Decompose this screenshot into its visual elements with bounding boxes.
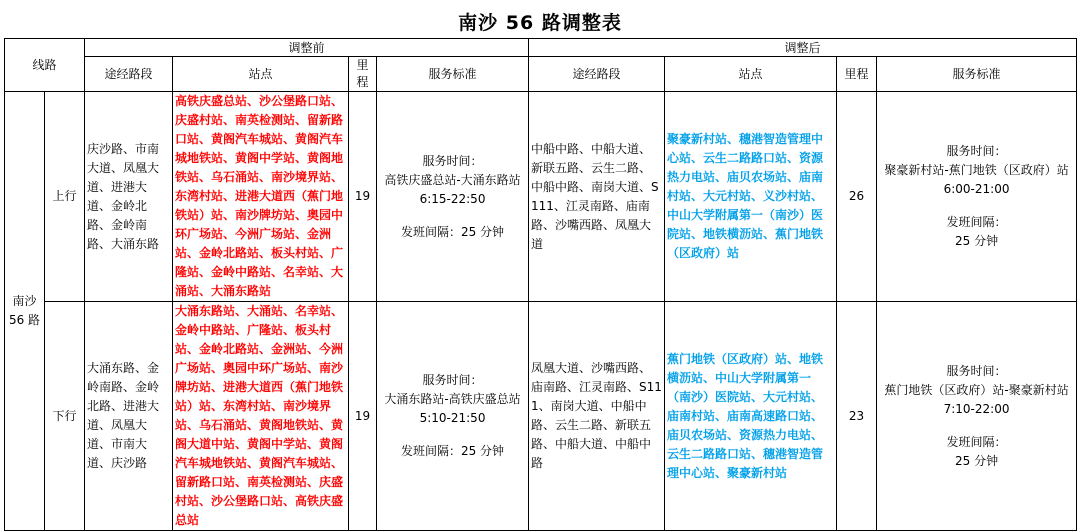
up-after-service — [877, 92, 1077, 302]
header-after-via: 途经路段 — [529, 57, 665, 92]
up-before-distance: 19 — [349, 92, 377, 302]
up-after-interval-label: 发班间隔： — [946, 215, 1007, 229]
spacer — [879, 199, 1074, 213]
up-before-service — [377, 92, 529, 302]
up-after-distance: 26 — [837, 92, 877, 302]
up-before-service-time-route: 高铁庆盛总站-大涌东路站 — [384, 172, 521, 187]
up-after-stops: 聚豪新村站、穗港智造管理中心站、云生二路路口站、资源热力电站、庙贝农场站、庙南村站、大元村站、义沙村站、中山大学附属第一（南沙）医院站、地铁横沥站、蕉门地铁（区政府）站 — [665, 92, 837, 302]
header-before-stops: 站点 — [173, 57, 349, 92]
row-up — [5, 92, 1077, 302]
spacer — [879, 419, 1074, 433]
route-name-cell: 南沙 56 路 — [5, 92, 45, 531]
up-after-service-time-hours: 6:00-21:00 — [943, 182, 1010, 196]
down-after-service — [877, 302, 1077, 531]
down-before-interval: 发班间隔：25 分钟 — [400, 444, 505, 458]
down-after-distance: 23 — [837, 302, 877, 531]
down-before-service-time-hours: 5:10-21:50 — [419, 411, 486, 425]
down-before-stops: 大涌东路站、大涌站、名幸站、金岭中路站、广隆站、板头村站、金岭北路站、金洲站、今洲广场站、奥园中环广场站、南沙牌坊站、进港大道西（蕉门地铁站）站、东湾村站、南沙境界站、乌石涌站、黄阁地铁站、黄阁大道中站、黄阁中学站、黄阁汽车城地铁站、黄阁汽车城站、留新路口站、南英检测站、庆盛村站、沙公堡路口站、高铁庆盛总站 — [173, 302, 349, 531]
down-after-stops: 蕉门地铁（区政府）站、地铁横沥站、中山大学附属第一（南沙）医院站、大元村站、庙南村站、庙南高速路口站、庙贝农场站、资源热力电站、云生二路路口站、穗港智造管理中心站、聚豪新村站 — [665, 302, 837, 531]
up-before-via: 庆沙路、市南大道、凤凰大道、进港大道、金岭北路、金岭南路、大涌东路 — [85, 92, 173, 302]
row-down — [5, 302, 1077, 531]
up-before-stops: 高铁庆盛总站、沙公堡路口站、庆盛村站、南英检测站、留新路口站、黄阁汽车城站、黄阁汽车城地铁站、黄阁中学站、黄阁地铁站、乌石涌站、南沙境界站、东湾村站、进港大道西（蕉门地铁站）站、南沙牌坊站、奥园中环广场站、今洲广场站、金洲站、金岭北路站、板头村站、广隆站、金岭中路站、名幸站、大涌站、大涌东路站 — [173, 92, 349, 302]
down-after-service-time-hours: 7:10-22:00 — [943, 401, 1010, 416]
header-after-distance: 里程 — [837, 57, 877, 92]
spacer — [379, 428, 526, 442]
header-after: 调整后 — [529, 39, 1077, 57]
header-row-2 — [5, 57, 1077, 92]
page-title: 南沙 56 路调整表 — [458, 12, 622, 34]
down-after-via: 凤凰大道、沙嘴西路、庙南路、江灵南路、S111、南岗大道、中船中路、云生二路、新联五路、中船大道、中船中路 — [529, 302, 665, 531]
up-after-service-time-label: 服务时间： — [946, 144, 1007, 158]
header-line: 线路 — [5, 39, 85, 92]
down-after-interval-value: 25 分钟 — [954, 453, 999, 468]
up-after-interval-value: 25 分钟 — [954, 234, 999, 248]
spacer — [379, 209, 526, 223]
down-before-via: 大涌东路、金岭南路、金岭北路、进港大道、凤凰大道、市南大道、庆沙路 — [85, 302, 173, 531]
down-before-service-time-label: 服务时间： — [422, 373, 483, 387]
header-row-1 — [5, 39, 1077, 57]
header-after-service: 服务标准 — [877, 57, 1077, 92]
header-before-via: 途经路段 — [85, 57, 173, 92]
route-adjustment-table — [4, 38, 1077, 531]
header-before-service: 服务标准 — [377, 57, 529, 92]
up-before-service-time-hours: 6:15-22:50 — [419, 191, 486, 206]
header-before-distance: 里程 — [349, 57, 377, 92]
direction-down: 下行 — [45, 302, 85, 531]
down-after-interval-label: 发班间隔： — [946, 434, 1007, 449]
up-after-service-time-route: 聚豪新村站-蕉门地铁（区政府）站 — [884, 163, 1069, 177]
up-before-interval: 发班间隔：25 分钟 — [400, 224, 505, 239]
down-after-service-time-label: 服务时间： — [946, 363, 1007, 378]
up-after-via: 中船中路、中船大道、新联五路、云生二路、中船中路、南岗大道、S111、江灵南路、庙南路、沙嘴西路、凤凰大道 — [529, 92, 665, 302]
up-before-service-time-label: 服务时间： — [422, 153, 483, 168]
header-after-stops: 站点 — [665, 57, 837, 92]
down-before-distance: 19 — [349, 302, 377, 531]
down-after-service-time-route: 蕉门地铁（区政府）站-聚豪新村站 — [884, 382, 1069, 397]
down-before-service-time-route: 大涌东路站-高铁庆盛总站 — [384, 392, 521, 406]
direction-up: 上行 — [45, 92, 85, 302]
down-before-service — [377, 302, 529, 531]
header-before: 调整前 — [85, 39, 529, 57]
